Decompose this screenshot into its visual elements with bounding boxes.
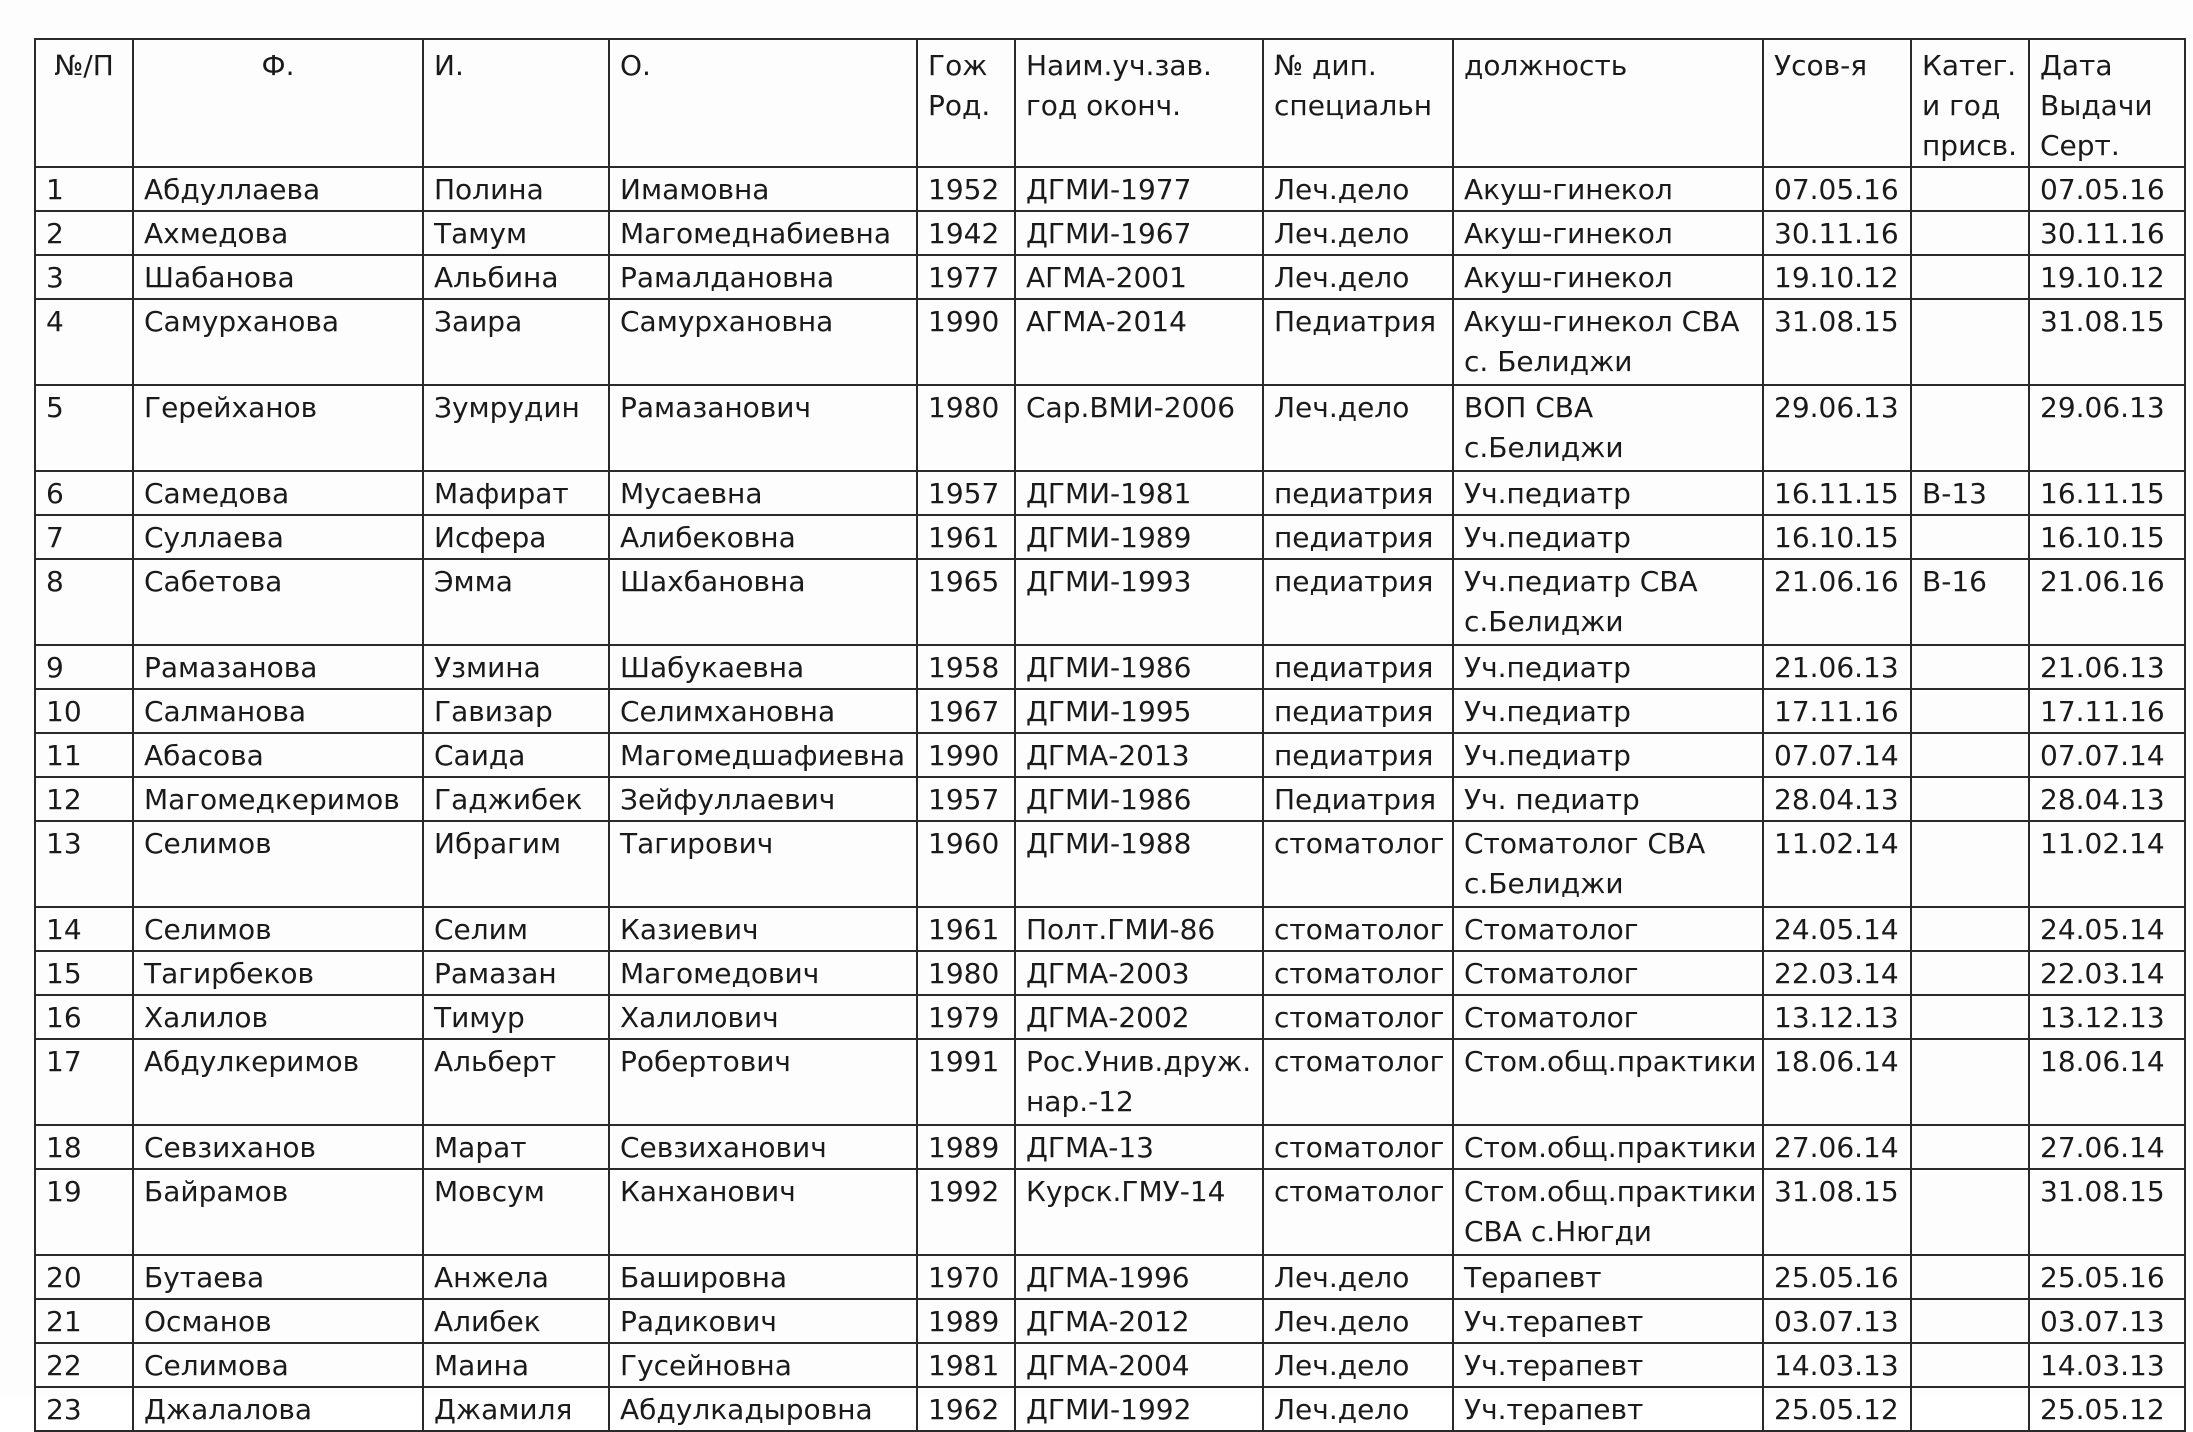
cell-category [1911,821,2029,907]
cell-category [1911,1039,2029,1125]
cell-specialty: педиатрия [1263,515,1453,559]
cell-surname: Герейханов [133,385,423,471]
col-header-institution: Наим.уч.зав. год оконч. [1015,39,1263,167]
cell-institution: ДГМА-2012 [1015,1299,1263,1343]
cell-surname: Селимов [133,907,423,951]
table-row [35,1169,2185,1255]
cell-row-number: 6 [35,471,133,515]
cell-first-name: Анжела [423,1255,609,1299]
cell-first-name: Саида [423,733,609,777]
cell-certificate-date: 31.08.15 [2029,1169,2185,1255]
cell-position: Уч.педиатр [1453,733,1763,777]
cell-birth-year: 1989 [917,1299,1015,1343]
cell-specialty: стоматолог [1263,1169,1453,1255]
cell-surname: Халилов [133,995,423,1039]
table-row [35,1299,2185,1343]
cell-improvement-date: 29.06.13 [1763,385,1911,471]
cell-surname: Самурханова [133,299,423,385]
cell-row-number: 11 [35,733,133,777]
cell-row-number: 8 [35,559,133,645]
cell-position: Стом.общ.практики [1453,1125,1763,1169]
cell-surname: Байрамов [133,1169,423,1255]
cell-improvement-date: 11.02.14 [1763,821,1911,907]
cell-improvement-date: 14.03.13 [1763,1343,1911,1387]
cell-improvement-date: 24.05.14 [1763,907,1911,951]
cell-birth-year: 1992 [917,1169,1015,1255]
cell-improvement-date: 17.11.16 [1763,689,1911,733]
cell-position: Уч.педиатр СВА с.Белиджи [1453,559,1763,645]
col-header-certificate-date: Дата Выдачи Серт. [2029,39,2185,167]
cell-institution: ДГМИ-1988 [1015,821,1263,907]
cell-position: Уч.педиатр [1453,515,1763,559]
cell-position: Уч.педиатр [1453,645,1763,689]
cell-certificate-date: 21.06.16 [2029,559,2185,645]
cell-certificate-date: 25.05.16 [2029,1255,2185,1299]
cell-birth-year: 1952 [917,167,1015,211]
cell-patronymic: Башировна [609,1255,917,1299]
cell-category [1911,689,2029,733]
cell-row-number: 9 [35,645,133,689]
table-row [35,951,2185,995]
cell-certificate-date: 14.03.13 [2029,1343,2185,1387]
cell-surname: Селимова [133,1343,423,1387]
cell-category [1911,515,2029,559]
cell-category [1911,385,2029,471]
cell-row-number: 4 [35,299,133,385]
cell-certificate-date: 16.11.15 [2029,471,2185,515]
cell-position: Уч.педиатр [1453,471,1763,515]
cell-first-name: Ибрагим [423,821,609,907]
cell-first-name: Маина [423,1343,609,1387]
cell-patronymic: Магомедшафиевна [609,733,917,777]
cell-position: Уч.терапевт [1453,1387,1763,1431]
cell-improvement-date: 21.06.13 [1763,645,1911,689]
cell-institution: Сар.ВМИ-2006 [1015,385,1263,471]
cell-category [1911,299,2029,385]
cell-birth-year: 1957 [917,777,1015,821]
cell-institution: ДГМИ-1995 [1015,689,1263,733]
cell-institution: ДГМИ-1967 [1015,211,1263,255]
cell-category [1911,995,2029,1039]
cell-surname: Абасова [133,733,423,777]
cell-patronymic: Рамалдановна [609,255,917,299]
cell-improvement-date: 03.07.13 [1763,1299,1911,1343]
col-header-surname: Ф. [133,39,423,167]
cell-institution: ДГМА-13 [1015,1125,1263,1169]
cell-patronymic: Халилович [609,995,917,1039]
table-row [35,821,2185,907]
cell-row-number: 12 [35,777,133,821]
cell-certificate-date: 19.10.12 [2029,255,2185,299]
cell-first-name: Тимур [423,995,609,1039]
cell-position: Стом.общ.практики СВА с.Нюгди [1453,1169,1763,1255]
cell-institution: АГМА-2001 [1015,255,1263,299]
cell-patronymic: Севзиханович [609,1125,917,1169]
cell-surname: Сабетова [133,559,423,645]
cell-row-number: 7 [35,515,133,559]
cell-improvement-date: 27.06.14 [1763,1125,1911,1169]
cell-position: Акуш-гинекол [1453,167,1763,211]
cell-first-name: Алибек [423,1299,609,1343]
cell-first-name: Гавизар [423,689,609,733]
cell-first-name: Марат [423,1125,609,1169]
cell-category [1911,1387,2029,1431]
cell-first-name: Мафират [423,471,609,515]
cell-certificate-date: 21.06.13 [2029,645,2185,689]
cell-position: Стоматолог [1453,951,1763,995]
cell-position: Терапевт [1453,1255,1763,1299]
cell-position: Уч. педиатр [1453,777,1763,821]
cell-row-number: 20 [35,1255,133,1299]
cell-patronymic: Тагирович [609,821,917,907]
cell-category [1911,1299,2029,1343]
cell-institution: ДГМИ-1986 [1015,645,1263,689]
cell-improvement-date: 16.11.15 [1763,471,1911,515]
cell-specialty: педиатрия [1263,689,1453,733]
cell-birth-year: 1990 [917,299,1015,385]
cell-first-name: Тамум [423,211,609,255]
table-row [35,515,2185,559]
cell-birth-year: 1977 [917,255,1015,299]
cell-category [1911,1125,2029,1169]
cell-certificate-date: 22.03.14 [2029,951,2185,995]
cell-birth-year: 1958 [917,645,1015,689]
table-row [35,907,2185,951]
cell-specialty: Леч.дело [1263,1255,1453,1299]
cell-institution: ДГМИ-1977 [1015,167,1263,211]
cell-first-name: Альбина [423,255,609,299]
cell-improvement-date: 30.11.16 [1763,211,1911,255]
cell-patronymic: Самурхановна [609,299,917,385]
col-header-patronymic: О. [609,39,917,167]
cell-specialty: стоматолог [1263,951,1453,995]
cell-certificate-date: 13.12.13 [2029,995,2185,1039]
cell-row-number: 17 [35,1039,133,1125]
cell-birth-year: 1960 [917,821,1015,907]
cell-surname: Бутаева [133,1255,423,1299]
cell-position: Стоматолог СВА с.Белиджи [1453,821,1763,907]
table-row [35,167,2185,211]
cell-position: Уч.терапевт [1453,1343,1763,1387]
cell-surname: Османов [133,1299,423,1343]
cell-surname: Рамазанова [133,645,423,689]
cell-birth-year: 1989 [917,1125,1015,1169]
cell-improvement-date: 31.08.15 [1763,1169,1911,1255]
table-row [35,1387,2185,1431]
cell-first-name: Гаджибек [423,777,609,821]
cell-specialty: Леч.дело [1263,1343,1453,1387]
cell-row-number: 2 [35,211,133,255]
cell-birth-year: 1980 [917,385,1015,471]
cell-improvement-date: 07.05.16 [1763,167,1911,211]
table-row [35,1343,2185,1387]
cell-first-name: Селим [423,907,609,951]
cell-birth-year: 1961 [917,907,1015,951]
col-header-number: №/П [35,39,133,167]
cell-surname: Тагирбеков [133,951,423,995]
cell-specialty: стоматолог [1263,907,1453,951]
cell-row-number: 14 [35,907,133,951]
col-header-improvement: Усов-я [1763,39,1911,167]
cell-row-number: 23 [35,1387,133,1431]
cell-institution: ДГМА-2004 [1015,1343,1263,1387]
cell-certificate-date: 16.10.15 [2029,515,2185,559]
cell-improvement-date: 28.04.13 [1763,777,1911,821]
cell-certificate-date: 07.07.14 [2029,733,2185,777]
cell-certificate-date: 07.05.16 [2029,167,2185,211]
cell-patronymic: Имамовна [609,167,917,211]
cell-improvement-date: 19.10.12 [1763,255,1911,299]
cell-row-number: 1 [35,167,133,211]
cell-specialty: стоматолог [1263,821,1453,907]
cell-category [1911,1169,2029,1255]
cell-specialty: стоматолог [1263,1125,1453,1169]
cell-row-number: 22 [35,1343,133,1387]
cell-patronymic: Шабукаевна [609,645,917,689]
cell-birth-year: 1981 [917,1343,1015,1387]
cell-surname: Севзиханов [133,1125,423,1169]
table-row [35,733,2185,777]
cell-institution: Полт.ГМИ-86 [1015,907,1263,951]
cell-patronymic: Магомедович [609,951,917,995]
cell-birth-year: 1965 [917,559,1015,645]
cell-first-name: Заира [423,299,609,385]
cell-patronymic: Рамазанович [609,385,917,471]
cell-birth-year: 1957 [917,471,1015,515]
cell-institution: ДГМИ-1989 [1015,515,1263,559]
cell-row-number: 18 [35,1125,133,1169]
cell-position: Уч.терапевт [1453,1299,1763,1343]
cell-surname: Абдуллаева [133,167,423,211]
cell-position: Акуш-гинекол [1453,211,1763,255]
cell-first-name: Исфера [423,515,609,559]
cell-birth-year: 1970 [917,1255,1015,1299]
cell-row-number: 5 [35,385,133,471]
cell-position: ВОП СВА с.Белиджи [1453,385,1763,471]
cell-certificate-date: 25.05.12 [2029,1387,2185,1431]
cell-specialty: Леч.дело [1263,255,1453,299]
cell-row-number: 13 [35,821,133,907]
cell-specialty: Педиатрия [1263,777,1453,821]
cell-surname: Ахмедова [133,211,423,255]
cell-surname: Абдулкеримов [133,1039,423,1125]
cell-category: В-16 [1911,559,2029,645]
cell-certificate-date: 27.06.14 [2029,1125,2185,1169]
cell-certificate-date: 11.02.14 [2029,821,2185,907]
cell-birth-year: 1991 [917,1039,1015,1125]
table-row [35,385,2185,471]
cell-category [1911,211,2029,255]
cell-first-name: Джамиля [423,1387,609,1431]
cell-first-name: Узмина [423,645,609,689]
cell-row-number: 10 [35,689,133,733]
cell-specialty: педиатрия [1263,645,1453,689]
table-row [35,559,2185,645]
cell-first-name: Рамазан [423,951,609,995]
cell-first-name: Полина [423,167,609,211]
cell-specialty: Леч.дело [1263,1299,1453,1343]
table-row [35,645,2185,689]
cell-institution: ДГМИ-1992 [1015,1387,1263,1431]
cell-category [1911,167,2029,211]
col-header-specialty: № дип. специальн [1263,39,1453,167]
cell-institution: ДГМА-2013 [1015,733,1263,777]
table-row [35,689,2185,733]
cell-first-name: Альберт [423,1039,609,1125]
staff-table [34,38,2186,1432]
cell-patronymic: Робертович [609,1039,917,1125]
cell-birth-year: 1980 [917,951,1015,995]
cell-improvement-date: 07.07.14 [1763,733,1911,777]
cell-improvement-date: 21.06.16 [1763,559,1911,645]
cell-institution: ДГМИ-1993 [1015,559,1263,645]
cell-birth-year: 1962 [917,1387,1015,1431]
cell-row-number: 21 [35,1299,133,1343]
cell-surname: Шабанова [133,255,423,299]
cell-birth-year: 1961 [917,515,1015,559]
cell-surname: Самедова [133,471,423,515]
cell-specialty: педиатрия [1263,733,1453,777]
cell-row-number: 15 [35,951,133,995]
cell-surname: Селимов [133,821,423,907]
cell-patronymic: Зейфуллаевич [609,777,917,821]
table-row [35,1125,2185,1169]
cell-position: Стоматолог [1453,995,1763,1039]
cell-surname: Джалалова [133,1387,423,1431]
cell-specialty: стоматолог [1263,995,1453,1039]
cell-improvement-date: 16.10.15 [1763,515,1911,559]
cell-first-name: Мовсум [423,1169,609,1255]
cell-patronymic: Алибековна [609,515,917,559]
cell-surname: Суллаева [133,515,423,559]
cell-specialty: Леч.дело [1263,167,1453,211]
cell-certificate-date: 30.11.16 [2029,211,2185,255]
cell-specialty: Леч.дело [1263,385,1453,471]
cell-specialty: педиатрия [1263,471,1453,515]
table-row [35,211,2185,255]
cell-category: В-13 [1911,471,2029,515]
cell-row-number: 3 [35,255,133,299]
cell-institution: ДГМИ-1981 [1015,471,1263,515]
table-body [35,167,2185,1431]
cell-position: Акуш-гинекол [1453,255,1763,299]
header-row [35,39,2185,167]
cell-specialty: Леч.дело [1263,211,1453,255]
table-row [35,995,2185,1039]
cell-patronymic: Казиевич [609,907,917,951]
cell-birth-year: 1979 [917,995,1015,1039]
cell-institution: ДГМА-1996 [1015,1255,1263,1299]
cell-surname: Магомедкеримов [133,777,423,821]
cell-improvement-date: 31.08.15 [1763,299,1911,385]
cell-birth-year: 1942 [917,211,1015,255]
cell-improvement-date: 18.06.14 [1763,1039,1911,1125]
cell-birth-year: 1990 [917,733,1015,777]
cell-institution: АГМА-2014 [1015,299,1263,385]
cell-patronymic: Канханович [609,1169,917,1255]
cell-institution: Рос.Унив.друж. нар.-12 [1015,1039,1263,1125]
cell-category [1911,1255,2029,1299]
cell-improvement-date: 25.05.16 [1763,1255,1911,1299]
col-header-position: должность [1453,39,1763,167]
cell-patronymic: Магомеднабиевна [609,211,917,255]
cell-category [1911,777,2029,821]
cell-certificate-date: 29.06.13 [2029,385,2185,471]
cell-position: Стоматолог [1453,907,1763,951]
cell-institution: Курск.ГМУ-14 [1015,1169,1263,1255]
cell-category [1911,645,2029,689]
col-header-birth-year: Гож Род. [917,39,1015,167]
cell-row-number: 19 [35,1169,133,1255]
cell-specialty: Леч.дело [1263,1387,1453,1431]
cell-patronymic: Гусейновна [609,1343,917,1387]
cell-category [1911,907,2029,951]
cell-surname: Салманова [133,689,423,733]
cell-category [1911,951,2029,995]
cell-category [1911,1343,2029,1387]
cell-patronymic: Шахбановна [609,559,917,645]
cell-improvement-date: 25.05.12 [1763,1387,1911,1431]
cell-patronymic: Селимхановна [609,689,917,733]
cell-institution: ДГМА-2002 [1015,995,1263,1039]
col-header-name: И. [423,39,609,167]
cell-row-number: 16 [35,995,133,1039]
col-header-category: Катег. и год присв. [1911,39,2029,167]
cell-certificate-date: 03.07.13 [2029,1299,2185,1343]
table-row [35,777,2185,821]
cell-institution: ДГМИ-1986 [1015,777,1263,821]
cell-institution: ДГМА-2003 [1015,951,1263,995]
table-row [35,1255,2185,1299]
table-row [35,255,2185,299]
cell-certificate-date: 18.06.14 [2029,1039,2185,1125]
table-row [35,471,2185,515]
cell-position: Акуш-гинекол СВА с. Белиджи [1453,299,1763,385]
cell-first-name: Эмма [423,559,609,645]
cell-certificate-date: 28.04.13 [2029,777,2185,821]
cell-category [1911,255,2029,299]
cell-certificate-date: 17.11.16 [2029,689,2185,733]
cell-specialty: Педиатрия [1263,299,1453,385]
cell-improvement-date: 22.03.14 [1763,951,1911,995]
cell-certificate-date: 24.05.14 [2029,907,2185,951]
cell-birth-year: 1967 [917,689,1015,733]
cell-improvement-date: 13.12.13 [1763,995,1911,1039]
cell-patronymic: Мусаевна [609,471,917,515]
cell-position: Уч.педиатр [1453,689,1763,733]
cell-specialty: стоматолог [1263,1039,1453,1125]
cell-first-name: Зумрудин [423,385,609,471]
table-row [35,1039,2185,1125]
cell-category [1911,733,2029,777]
cell-position: Стом.общ.практики [1453,1039,1763,1125]
table-row [35,299,2185,385]
cell-certificate-date: 31.08.15 [2029,299,2185,385]
cell-patronymic: Радикович [609,1299,917,1343]
cell-specialty: педиатрия [1263,559,1453,645]
cell-patronymic: Абдулкадыровна [609,1387,917,1431]
